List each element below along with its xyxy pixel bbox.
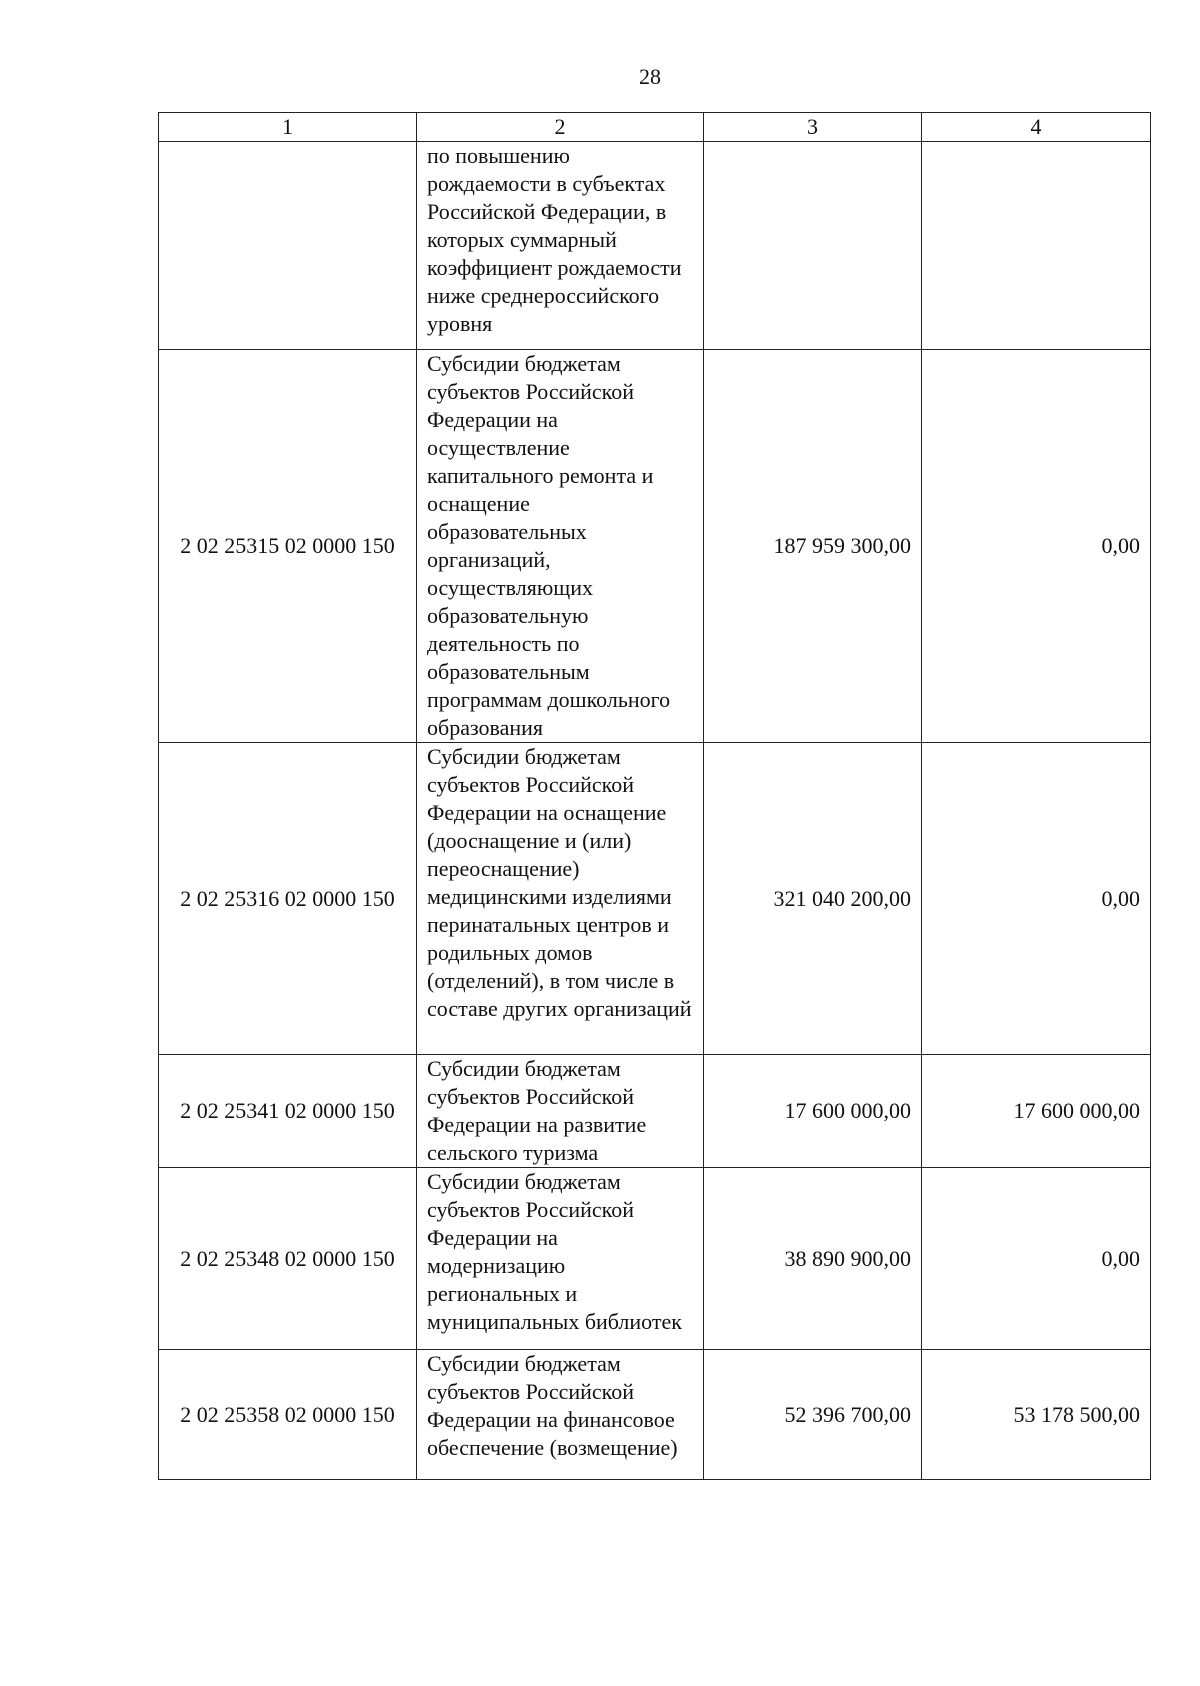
row-amount-3: 321 040 200,00 xyxy=(704,743,922,1055)
row-amount-3 xyxy=(704,142,922,350)
row-description: по повышению рождаемости в субъектах Российской Федерации, в которых суммарный коэффициент рождаемости ниже среднероссийского уровня xyxy=(417,142,704,350)
row-amount-3: 187 959 300,00 xyxy=(704,350,922,743)
column-header-2: 2 xyxy=(417,113,704,142)
row-amount-4 xyxy=(922,142,1151,350)
table-row xyxy=(159,743,1151,1055)
table-row xyxy=(159,1168,1151,1350)
row-code: 2 02 25358 02 0000 150 xyxy=(159,1350,417,1480)
row-amount-3: 17 600 000,00 xyxy=(704,1055,922,1168)
table-row xyxy=(159,1055,1151,1168)
column-header-3: 3 xyxy=(704,113,922,142)
row-code: 2 02 25316 02 0000 150 xyxy=(159,743,417,1055)
row-code: 2 02 25348 02 0000 150 xyxy=(159,1168,417,1350)
row-amount-3: 38 890 900,00 xyxy=(704,1168,922,1350)
column-header-4: 4 xyxy=(922,113,1151,142)
row-amount-3: 52 396 700,00 xyxy=(704,1350,922,1480)
row-description: Субсидии бюджетам субъектов Российской Федерации на развитие сельского туризма xyxy=(417,1055,704,1168)
row-amount-4: 0,00 xyxy=(922,743,1151,1055)
table-row xyxy=(159,1350,1151,1480)
row-amount-4: 0,00 xyxy=(922,350,1151,743)
table-row xyxy=(159,142,1151,350)
row-amount-4: 17 600 000,00 xyxy=(922,1055,1151,1168)
column-header-1: 1 xyxy=(159,113,417,142)
budget-table xyxy=(158,112,1151,1480)
row-code xyxy=(159,142,417,350)
row-description: Субсидии бюджетам субъектов Российской Федерации на финансовое обеспечение (возмещение) xyxy=(417,1350,704,1480)
row-code: 2 02 25341 02 0000 150 xyxy=(159,1055,417,1168)
row-description: Субсидии бюджетам субъектов Российской Федерации на осуществление капитального ремонта и оснащение образовательных организаций, осуществляющих образовательную деятельность по образовательным программам дошкольного образования xyxy=(417,350,704,743)
table-header-row xyxy=(159,113,1151,142)
page-number: 28 xyxy=(639,64,661,89)
row-description: Субсидии бюджетам субъектов Российской Федерации на модернизацию региональных и муниципальных библиотек xyxy=(417,1168,704,1350)
row-code: 2 02 25315 02 0000 150 xyxy=(159,350,417,743)
row-amount-4: 0,00 xyxy=(922,1168,1151,1350)
table-row xyxy=(159,350,1151,743)
row-description: Субсидии бюджетам субъектов Российской Федерации на оснащение (дооснащение и (или) переоснащение) медицинскими изделиями перинатальных центров и родильных домов (отделений), в том числе в составе других организаций xyxy=(417,743,704,1055)
row-amount-4: 53 178 500,00 xyxy=(922,1350,1151,1480)
